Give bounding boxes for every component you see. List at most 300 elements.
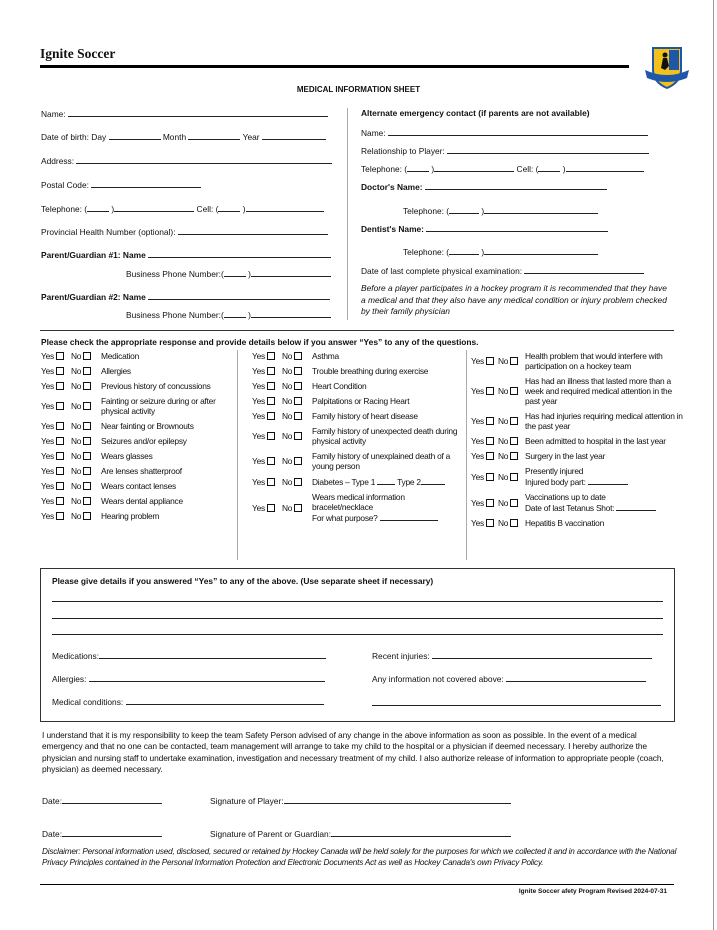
checkbox-icon[interactable] bbox=[294, 432, 302, 440]
address-field[interactable] bbox=[41, 155, 332, 166]
question-text: Family history of unexplained death of a young person bbox=[312, 451, 451, 471]
question bbox=[101, 496, 183, 506]
checkbox-icon[interactable] bbox=[267, 382, 275, 390]
physical-exam-date-field[interactable] bbox=[361, 265, 644, 276]
checklist-item bbox=[252, 451, 462, 471]
checklist-item bbox=[252, 476, 462, 487]
label: ) bbox=[481, 247, 485, 257]
label: Yes bbox=[252, 396, 265, 406]
parent-signature-field[interactable] bbox=[210, 828, 511, 839]
yes-no-group bbox=[41, 351, 101, 361]
checkbox-icon[interactable] bbox=[294, 382, 302, 390]
label: Dentist's Name: bbox=[361, 224, 424, 234]
label: No bbox=[71, 511, 82, 521]
question bbox=[312, 351, 339, 361]
label: Yes bbox=[252, 381, 265, 391]
checkbox-icon[interactable] bbox=[294, 412, 302, 420]
yes-no-group bbox=[41, 496, 101, 506]
details-line[interactable] bbox=[52, 601, 663, 602]
details-line[interactable] bbox=[52, 618, 663, 619]
question bbox=[101, 421, 194, 431]
yes-checkbox[interactable] bbox=[252, 451, 282, 471]
yes-checkbox[interactable] bbox=[471, 492, 498, 513]
question bbox=[525, 411, 687, 431]
yes-checkbox[interactable] bbox=[41, 381, 71, 391]
medical-conditions-field[interactable] bbox=[52, 696, 324, 707]
label: No bbox=[71, 436, 82, 446]
checkbox-icon[interactable] bbox=[83, 482, 91, 490]
question-text: Health problem that would interfere with participation on a hockey team bbox=[525, 351, 663, 371]
label: Yes bbox=[471, 386, 484, 396]
checkbox-icon[interactable] bbox=[267, 478, 275, 486]
question bbox=[312, 411, 418, 421]
no-checkbox[interactable] bbox=[282, 451, 302, 471]
label: No bbox=[282, 456, 293, 466]
yes-checkbox[interactable] bbox=[471, 451, 498, 461]
label: Parent/Guardian #1: Name bbox=[41, 250, 146, 260]
recent-injuries-field[interactable] bbox=[372, 650, 652, 661]
checkbox-icon[interactable] bbox=[56, 437, 64, 445]
postal-code-field[interactable] bbox=[41, 179, 201, 190]
label: No bbox=[71, 421, 82, 431]
no-checkbox[interactable] bbox=[71, 421, 91, 431]
checkbox-icon[interactable] bbox=[83, 402, 91, 410]
no-checkbox[interactable] bbox=[282, 381, 302, 391]
question bbox=[525, 466, 628, 487]
yes-checkbox[interactable] bbox=[252, 426, 282, 446]
checkbox-icon[interactable] bbox=[83, 452, 91, 460]
yes-checkbox[interactable] bbox=[252, 411, 282, 421]
yes-checkbox[interactable] bbox=[252, 492, 282, 523]
question-text: Hepatitis B vaccination bbox=[525, 518, 604, 528]
checkbox-icon[interactable] bbox=[510, 452, 518, 460]
question-text: Surgery in the last year bbox=[525, 451, 606, 461]
yes-checkbox[interactable] bbox=[471, 466, 498, 487]
label: ) bbox=[248, 310, 251, 320]
yes-no-group bbox=[41, 366, 101, 376]
checkbox-icon[interactable] bbox=[510, 519, 518, 527]
label: Date: bbox=[42, 829, 63, 839]
checkbox-icon[interactable] bbox=[56, 367, 64, 375]
yes-checkbox[interactable] bbox=[471, 376, 498, 406]
checkbox-icon[interactable] bbox=[267, 432, 275, 440]
yes-checkbox[interactable] bbox=[252, 366, 282, 376]
disclaimer: Disclaimer: Personal information used, disclosed, secured or retained by Hockey Canada will be held solely for the purposes for which we collected it and in accordance with the National Privacy Principles contained in the Personal Information Protection and Electronic Documents Act as well as Hockey Canada's own Privacy Policy. bbox=[42, 847, 677, 867]
question bbox=[312, 492, 462, 523]
header-rule bbox=[40, 65, 629, 68]
checkbox-icon[interactable] bbox=[510, 499, 518, 507]
checklist-item bbox=[471, 376, 687, 406]
no-checkbox[interactable] bbox=[282, 351, 302, 361]
checkbox-icon[interactable] bbox=[267, 504, 275, 512]
yes-checkbox[interactable] bbox=[41, 421, 71, 431]
details-line[interactable] bbox=[372, 705, 661, 706]
yes-checkbox[interactable] bbox=[41, 511, 71, 521]
label: ) bbox=[248, 269, 251, 279]
yes-checkbox[interactable] bbox=[41, 466, 71, 476]
label: No bbox=[498, 451, 509, 461]
date-field[interactable] bbox=[42, 828, 162, 839]
no-checkbox[interactable] bbox=[498, 376, 518, 406]
label: Medical conditions: bbox=[52, 697, 124, 707]
question bbox=[525, 376, 687, 406]
question-text: Near fainting or Brownouts bbox=[101, 421, 194, 431]
checkbox-icon[interactable] bbox=[83, 352, 91, 360]
label: Yes bbox=[471, 451, 484, 461]
brand-title: Ignite Soccer bbox=[40, 46, 116, 61]
name-field[interactable] bbox=[41, 108, 328, 119]
question bbox=[312, 396, 409, 406]
checklist-item bbox=[471, 436, 687, 446]
checkbox-icon[interactable] bbox=[56, 512, 64, 520]
no-checkbox[interactable] bbox=[498, 466, 518, 487]
label: Date of birth: Day bbox=[41, 132, 107, 142]
checkbox-icon[interactable] bbox=[83, 467, 91, 475]
doctor-telephone-field[interactable] bbox=[403, 205, 598, 216]
yes-checkbox[interactable] bbox=[471, 436, 498, 446]
dentist-name-field[interactable] bbox=[361, 223, 608, 234]
yes-checkbox[interactable] bbox=[41, 396, 71, 416]
question-text: Has had an illness that lasted more than a week and required medical attention in the past year bbox=[525, 376, 672, 406]
label: No bbox=[498, 356, 509, 366]
no-checkbox[interactable] bbox=[71, 451, 91, 461]
label: Yes bbox=[252, 456, 265, 466]
label: Month bbox=[162, 132, 187, 142]
alt-name-field[interactable] bbox=[361, 127, 648, 138]
checklist-item bbox=[471, 466, 687, 487]
checkbox-icon[interactable] bbox=[267, 457, 275, 465]
label: Signature of Player: bbox=[210, 796, 284, 806]
checkbox-icon[interactable] bbox=[486, 387, 494, 395]
no-checkbox[interactable] bbox=[71, 396, 91, 416]
player-signature-field[interactable] bbox=[210, 795, 511, 806]
yes-no-group bbox=[252, 476, 312, 487]
yes-checkbox[interactable] bbox=[471, 518, 498, 528]
question bbox=[101, 366, 131, 376]
consent-paragraph: I understand that it is my responsibility to keep the team Safety Person advised of any change in the above information as soon as possible. In the event of a medical emergency and that no one can be contacted, team management will arrange to take my child to the hospital or a physician if deemed necessary. I hereby authorize the physician and nursing staff to undertake examination, investigation and necessary treatment of my child. I also authorize release of information to appropriate people (coach, physician) as deemed necessary. bbox=[42, 730, 664, 774]
question-text: Wears glasses bbox=[101, 451, 153, 461]
yes-no-group bbox=[41, 451, 101, 461]
checkbox-icon[interactable] bbox=[486, 417, 494, 425]
yes-checkbox[interactable] bbox=[252, 381, 282, 391]
checkbox-icon[interactable] bbox=[83, 382, 91, 390]
question-text: Previous history of concussions bbox=[101, 381, 211, 391]
sub-field[interactable] bbox=[525, 502, 656, 513]
checklist-item bbox=[41, 436, 233, 446]
checkbox-icon[interactable] bbox=[83, 367, 91, 375]
label: No bbox=[282, 366, 293, 376]
label: Injured body part: bbox=[525, 477, 586, 487]
label: Name: bbox=[41, 109, 66, 119]
checklist-item bbox=[252, 411, 462, 421]
no-checkbox[interactable] bbox=[282, 476, 302, 487]
question-text: Wears contact lenses bbox=[101, 481, 176, 491]
date-field[interactable] bbox=[42, 795, 162, 806]
checkbox-icon[interactable] bbox=[294, 478, 302, 486]
question-text: Vaccinations up to date bbox=[525, 492, 606, 502]
question bbox=[101, 481, 176, 491]
yes-no-group bbox=[41, 466, 101, 476]
no-checkbox[interactable] bbox=[282, 492, 302, 523]
yes-no-group bbox=[252, 351, 312, 361]
yes-checkbox[interactable] bbox=[41, 436, 71, 446]
no-checkbox[interactable] bbox=[498, 351, 518, 371]
label: Postal Code: bbox=[41, 180, 89, 190]
checkbox-icon[interactable] bbox=[56, 497, 64, 505]
checkbox-icon[interactable] bbox=[83, 422, 91, 430]
no-checkbox[interactable] bbox=[71, 366, 91, 376]
yes-no-group bbox=[252, 381, 312, 391]
label: Signature of Parent or Guardian: bbox=[210, 829, 332, 839]
label: No bbox=[282, 396, 293, 406]
checkbox-icon[interactable] bbox=[510, 473, 518, 481]
no-checkbox[interactable] bbox=[282, 411, 302, 421]
question bbox=[525, 351, 687, 371]
no-checkbox[interactable] bbox=[71, 381, 91, 391]
checkbox-icon[interactable] bbox=[267, 367, 275, 375]
checkbox-icon[interactable] bbox=[510, 417, 518, 425]
checklist-item bbox=[471, 411, 687, 431]
label: No bbox=[71, 351, 82, 361]
column-divider bbox=[347, 108, 348, 320]
no-checkbox[interactable] bbox=[498, 492, 518, 513]
checklist-item bbox=[252, 426, 462, 446]
checkbox-icon[interactable] bbox=[510, 357, 518, 365]
yes-no-group bbox=[471, 376, 525, 406]
checkbox-icon[interactable] bbox=[294, 457, 302, 465]
label: Parent/Guardian #2: Name bbox=[41, 292, 146, 302]
checkbox-icon[interactable] bbox=[510, 387, 518, 395]
yes-checkbox[interactable] bbox=[41, 366, 71, 376]
label: No bbox=[498, 497, 509, 508]
label: No bbox=[71, 366, 82, 376]
yes-no-group bbox=[252, 492, 312, 523]
guardian1-phone-field[interactable] bbox=[126, 268, 331, 279]
details-line[interactable] bbox=[52, 634, 663, 635]
checkbox-icon[interactable] bbox=[56, 482, 64, 490]
label: Relationship to Player: bbox=[361, 146, 445, 156]
checkbox-icon[interactable] bbox=[56, 467, 64, 475]
no-checkbox[interactable] bbox=[71, 481, 91, 491]
label: No bbox=[282, 476, 293, 487]
question bbox=[101, 381, 211, 391]
checkbox-icon[interactable] bbox=[294, 397, 302, 405]
no-checkbox[interactable] bbox=[282, 366, 302, 376]
guardian2-phone-field[interactable] bbox=[126, 309, 331, 320]
label: Yes bbox=[471, 518, 484, 528]
question bbox=[312, 366, 428, 376]
sub-field[interactable] bbox=[312, 512, 462, 523]
question bbox=[525, 492, 656, 513]
dob-field[interactable] bbox=[41, 131, 326, 142]
no-checkbox[interactable] bbox=[71, 466, 91, 476]
yes-no-group bbox=[252, 396, 312, 406]
question-text: Wears medical information bracelet/necklace bbox=[312, 492, 405, 512]
label: Yes bbox=[41, 496, 54, 506]
yes-checkbox[interactable] bbox=[41, 451, 71, 461]
checkbox-icon[interactable] bbox=[486, 519, 494, 527]
question-text: Are lenses shatterproof bbox=[101, 466, 182, 476]
question-text: Heart Condition bbox=[312, 381, 367, 391]
label: Yes bbox=[471, 497, 484, 508]
label: Date: bbox=[42, 796, 63, 806]
question-text: Trouble breathing during exercise bbox=[312, 366, 429, 376]
checkbox-icon[interactable] bbox=[510, 437, 518, 445]
checkbox-icon[interactable] bbox=[56, 382, 64, 390]
label: Name: bbox=[361, 128, 386, 138]
no-checkbox[interactable] bbox=[71, 511, 91, 521]
health-number-field[interactable] bbox=[41, 226, 328, 237]
checkbox-icon[interactable] bbox=[267, 412, 275, 420]
label: Cell: ( bbox=[516, 164, 539, 174]
label: Yes bbox=[41, 381, 54, 391]
yes-checkbox[interactable] bbox=[471, 411, 498, 431]
doctor-name-field[interactable] bbox=[361, 181, 607, 192]
label: ) bbox=[431, 164, 435, 174]
column-divider bbox=[466, 350, 467, 560]
checkbox-icon[interactable] bbox=[294, 352, 302, 360]
label: Allergies: bbox=[52, 674, 87, 684]
label: Yes bbox=[471, 356, 484, 366]
checkbox-icon[interactable] bbox=[267, 397, 275, 405]
label: Address: bbox=[41, 156, 75, 166]
yes-checkbox[interactable] bbox=[252, 351, 282, 361]
checkbox-icon[interactable] bbox=[56, 402, 64, 410]
label: Yes bbox=[252, 411, 265, 421]
checklist-item bbox=[471, 351, 687, 371]
checkbox-icon[interactable] bbox=[486, 357, 494, 365]
medications-field[interactable] bbox=[52, 650, 326, 661]
ignite-soccer-logo bbox=[643, 44, 691, 90]
no-checkbox[interactable] bbox=[71, 351, 91, 361]
question-text: Been admitted to hospital in the last year bbox=[525, 436, 666, 446]
no-checkbox[interactable] bbox=[498, 411, 518, 431]
checkbox-icon[interactable] bbox=[56, 452, 64, 460]
label: No bbox=[71, 401, 82, 411]
question-text: Seizures and/or epilepsy bbox=[101, 436, 187, 446]
checklist-item bbox=[41, 421, 233, 431]
label: No bbox=[71, 466, 82, 476]
question-text: Asthma bbox=[312, 351, 339, 361]
label: Recent injuries: bbox=[372, 651, 430, 661]
label: No bbox=[282, 502, 293, 513]
checkbox-icon[interactable] bbox=[294, 504, 302, 512]
label: No bbox=[71, 496, 82, 506]
checklist-item bbox=[41, 381, 233, 391]
question-text: Has had injuries requiring medical attention in the past year bbox=[525, 411, 683, 431]
checkbox-icon[interactable] bbox=[486, 452, 494, 460]
question bbox=[101, 436, 187, 446]
column-divider bbox=[237, 350, 238, 560]
alt-telephone-field[interactable] bbox=[361, 163, 644, 174]
yes-checkbox[interactable] bbox=[252, 396, 282, 406]
checkbox-icon[interactable] bbox=[83, 512, 91, 520]
footer-text: Ignite Soccer afety Program Revised 2024-07-31 bbox=[518, 888, 667, 895]
no-checkbox[interactable] bbox=[71, 436, 91, 446]
dentist-telephone-field[interactable] bbox=[403, 246, 598, 257]
details-heading: Please give details if you answered “Yes” to any of the above. (Use separate sheet if necessary) bbox=[52, 576, 434, 586]
label: No bbox=[282, 381, 293, 391]
checkbox-icon[interactable] bbox=[486, 473, 494, 481]
checkbox-icon[interactable] bbox=[83, 437, 91, 445]
label: ) bbox=[242, 204, 246, 214]
checkbox-icon[interactable] bbox=[486, 499, 494, 507]
question-text: Presently injured bbox=[525, 466, 584, 476]
sub-field[interactable] bbox=[525, 476, 628, 487]
telephone-field[interactable] bbox=[41, 203, 324, 214]
question bbox=[312, 451, 462, 471]
checkbox-icon[interactable] bbox=[294, 367, 302, 375]
allergies-field[interactable] bbox=[52, 673, 325, 684]
checkbox-icon[interactable] bbox=[83, 497, 91, 505]
label: ) bbox=[481, 206, 485, 216]
question-text: Hearing problem bbox=[101, 511, 160, 521]
checklist-item bbox=[41, 396, 233, 416]
question bbox=[525, 451, 605, 461]
yes-no-group bbox=[471, 518, 525, 528]
label: Business Phone Number:( bbox=[126, 310, 224, 320]
checklist-item bbox=[252, 366, 462, 376]
question-text: Diabetes – Type 1 bbox=[312, 477, 376, 487]
yes-checkbox[interactable] bbox=[41, 496, 71, 506]
yes-no-group bbox=[471, 451, 525, 461]
no-checkbox[interactable] bbox=[71, 496, 91, 506]
checkbox-icon[interactable] bbox=[56, 352, 64, 360]
section-divider bbox=[40, 330, 674, 331]
relationship-field[interactable] bbox=[361, 145, 649, 156]
label: Yes bbox=[471, 436, 484, 446]
checklist-heading: Please check the appropriate response and provide details below if you answer “Yes” to any of the questions. bbox=[41, 337, 479, 347]
label: Yes bbox=[252, 366, 265, 376]
label: Medications: bbox=[52, 651, 100, 661]
checklist-item bbox=[252, 396, 462, 406]
checklist-item bbox=[41, 511, 233, 521]
no-checkbox[interactable] bbox=[498, 518, 518, 528]
label: ) bbox=[562, 164, 566, 174]
checklist-item bbox=[41, 366, 233, 376]
checkbox-icon[interactable] bbox=[267, 352, 275, 360]
label: Yes bbox=[41, 451, 54, 461]
label: Yes bbox=[252, 431, 265, 441]
question bbox=[525, 518, 604, 528]
no-checkbox[interactable] bbox=[282, 396, 302, 406]
checkbox-icon[interactable] bbox=[56, 422, 64, 430]
no-checkbox[interactable] bbox=[498, 451, 518, 461]
label: Year bbox=[242, 132, 260, 142]
label: Yes bbox=[252, 351, 265, 361]
checklist-item bbox=[252, 351, 462, 361]
yes-checkbox[interactable] bbox=[252, 476, 282, 487]
checklist-item bbox=[471, 451, 687, 461]
guardian1-name-field[interactable] bbox=[41, 249, 331, 260]
guardian2-name-field[interactable] bbox=[41, 291, 330, 302]
label: For what purpose? bbox=[312, 513, 378, 523]
yes-checkbox[interactable] bbox=[41, 481, 71, 491]
yes-checkbox[interactable] bbox=[41, 351, 71, 361]
no-checkbox[interactable] bbox=[282, 426, 302, 446]
yes-checkbox[interactable] bbox=[471, 351, 498, 371]
other-information-field[interactable] bbox=[372, 673, 646, 684]
checklist-column-2 bbox=[252, 351, 462, 528]
no-checkbox[interactable] bbox=[498, 436, 518, 446]
checkbox-icon[interactable] bbox=[486, 437, 494, 445]
question bbox=[312, 426, 462, 446]
checklist-item bbox=[471, 492, 687, 513]
checklist-item bbox=[252, 492, 462, 523]
question bbox=[525, 436, 666, 446]
question-text: Family history of heart disease bbox=[312, 411, 418, 421]
label: No bbox=[498, 518, 509, 528]
